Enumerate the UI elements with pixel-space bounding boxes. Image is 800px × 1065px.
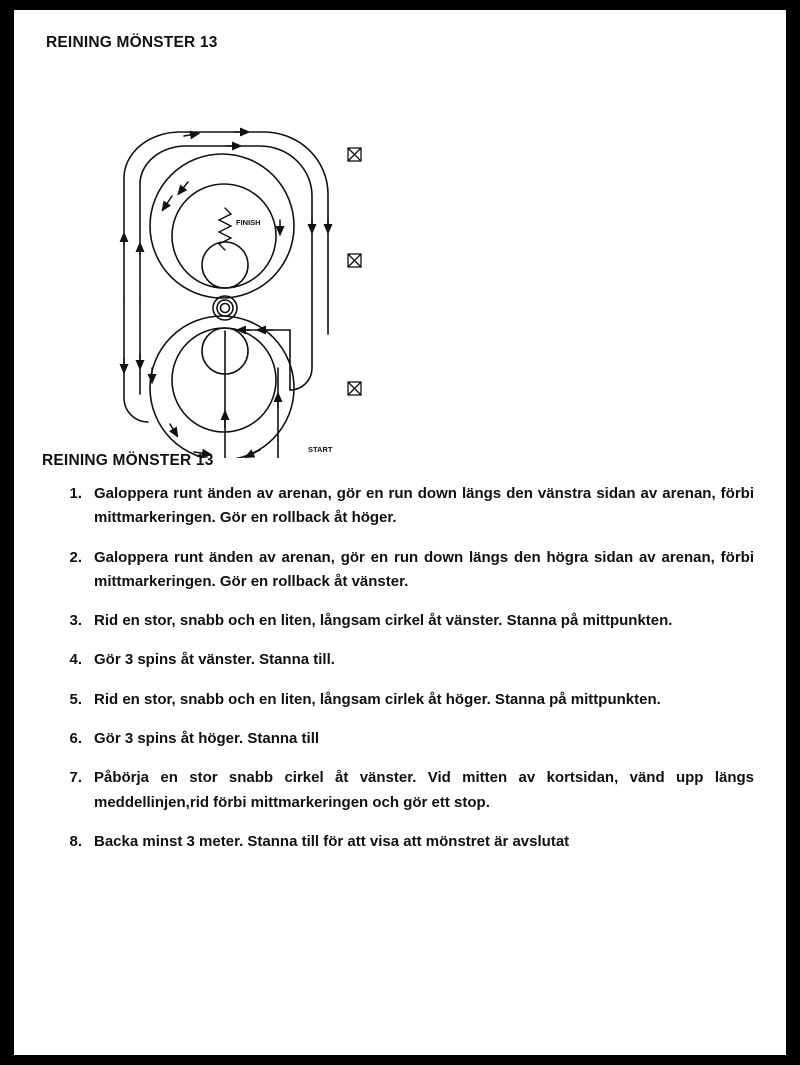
finish-label: FINISH [236,218,261,227]
reining-pattern-diagram [84,68,384,458]
list-item [42,609,754,633]
step-text: Galoppera runt änden av arenan, gör en run down längs den högra sidan av arenan, förbi mittmarkeringen. Gör en rollback åt vänster. [94,548,754,590]
list-item [42,546,754,595]
step-number: 1. [69,485,82,502]
step-text: Gör 3 spins åt vänster. Stanna till. [94,651,335,669]
document-page [14,10,786,1055]
step-text: Rid en stor, snabb och en liten, långsam cirkel åt vänster. Stanna på mittpunkten. [94,612,673,630]
list-item [42,727,754,751]
step-number: 7. [69,769,82,787]
step-text: Gör 3 spins åt höger. Stanna till [94,730,320,748]
list-item [42,830,754,854]
step-number: 4. [69,651,82,669]
step-text: Backa minst 3 meter. Stanna till för att visa att mönstret är avslutat [94,832,570,850]
section-title: REINING MÖNSTER 13 [42,452,214,469]
pattern-steps-list [42,482,754,869]
step-number: 8. [69,832,82,850]
page-title: REINING MÖNSTER 13 [46,34,218,51]
step-number: 6. [69,730,82,748]
list-item [42,766,754,815]
list-item [42,648,754,672]
step-number: 5. [69,690,82,708]
step-number: 3. [69,612,82,630]
step-text: Rid en stor, snabb och en liten, långsam cirlek åt höger. Stanna på mittpunkten. [94,690,661,708]
list-item [42,688,754,712]
step-text: Galoppera runt änden av arenan, gör en run down längs den vänstra sidan av arenan, förbi mittmarkeringen. Gör en rollback åt höger. [94,485,754,527]
start-label: START [308,445,333,454]
step-text: Påbörja en stor snabb cirkel åt vänster. Vid mitten av kortsidan, vänd upp längs meddellinjen,rid förbi mittmarkeringen och gör ett stop. [94,769,754,811]
list-item [42,482,754,531]
step-number: 2. [69,548,82,566]
